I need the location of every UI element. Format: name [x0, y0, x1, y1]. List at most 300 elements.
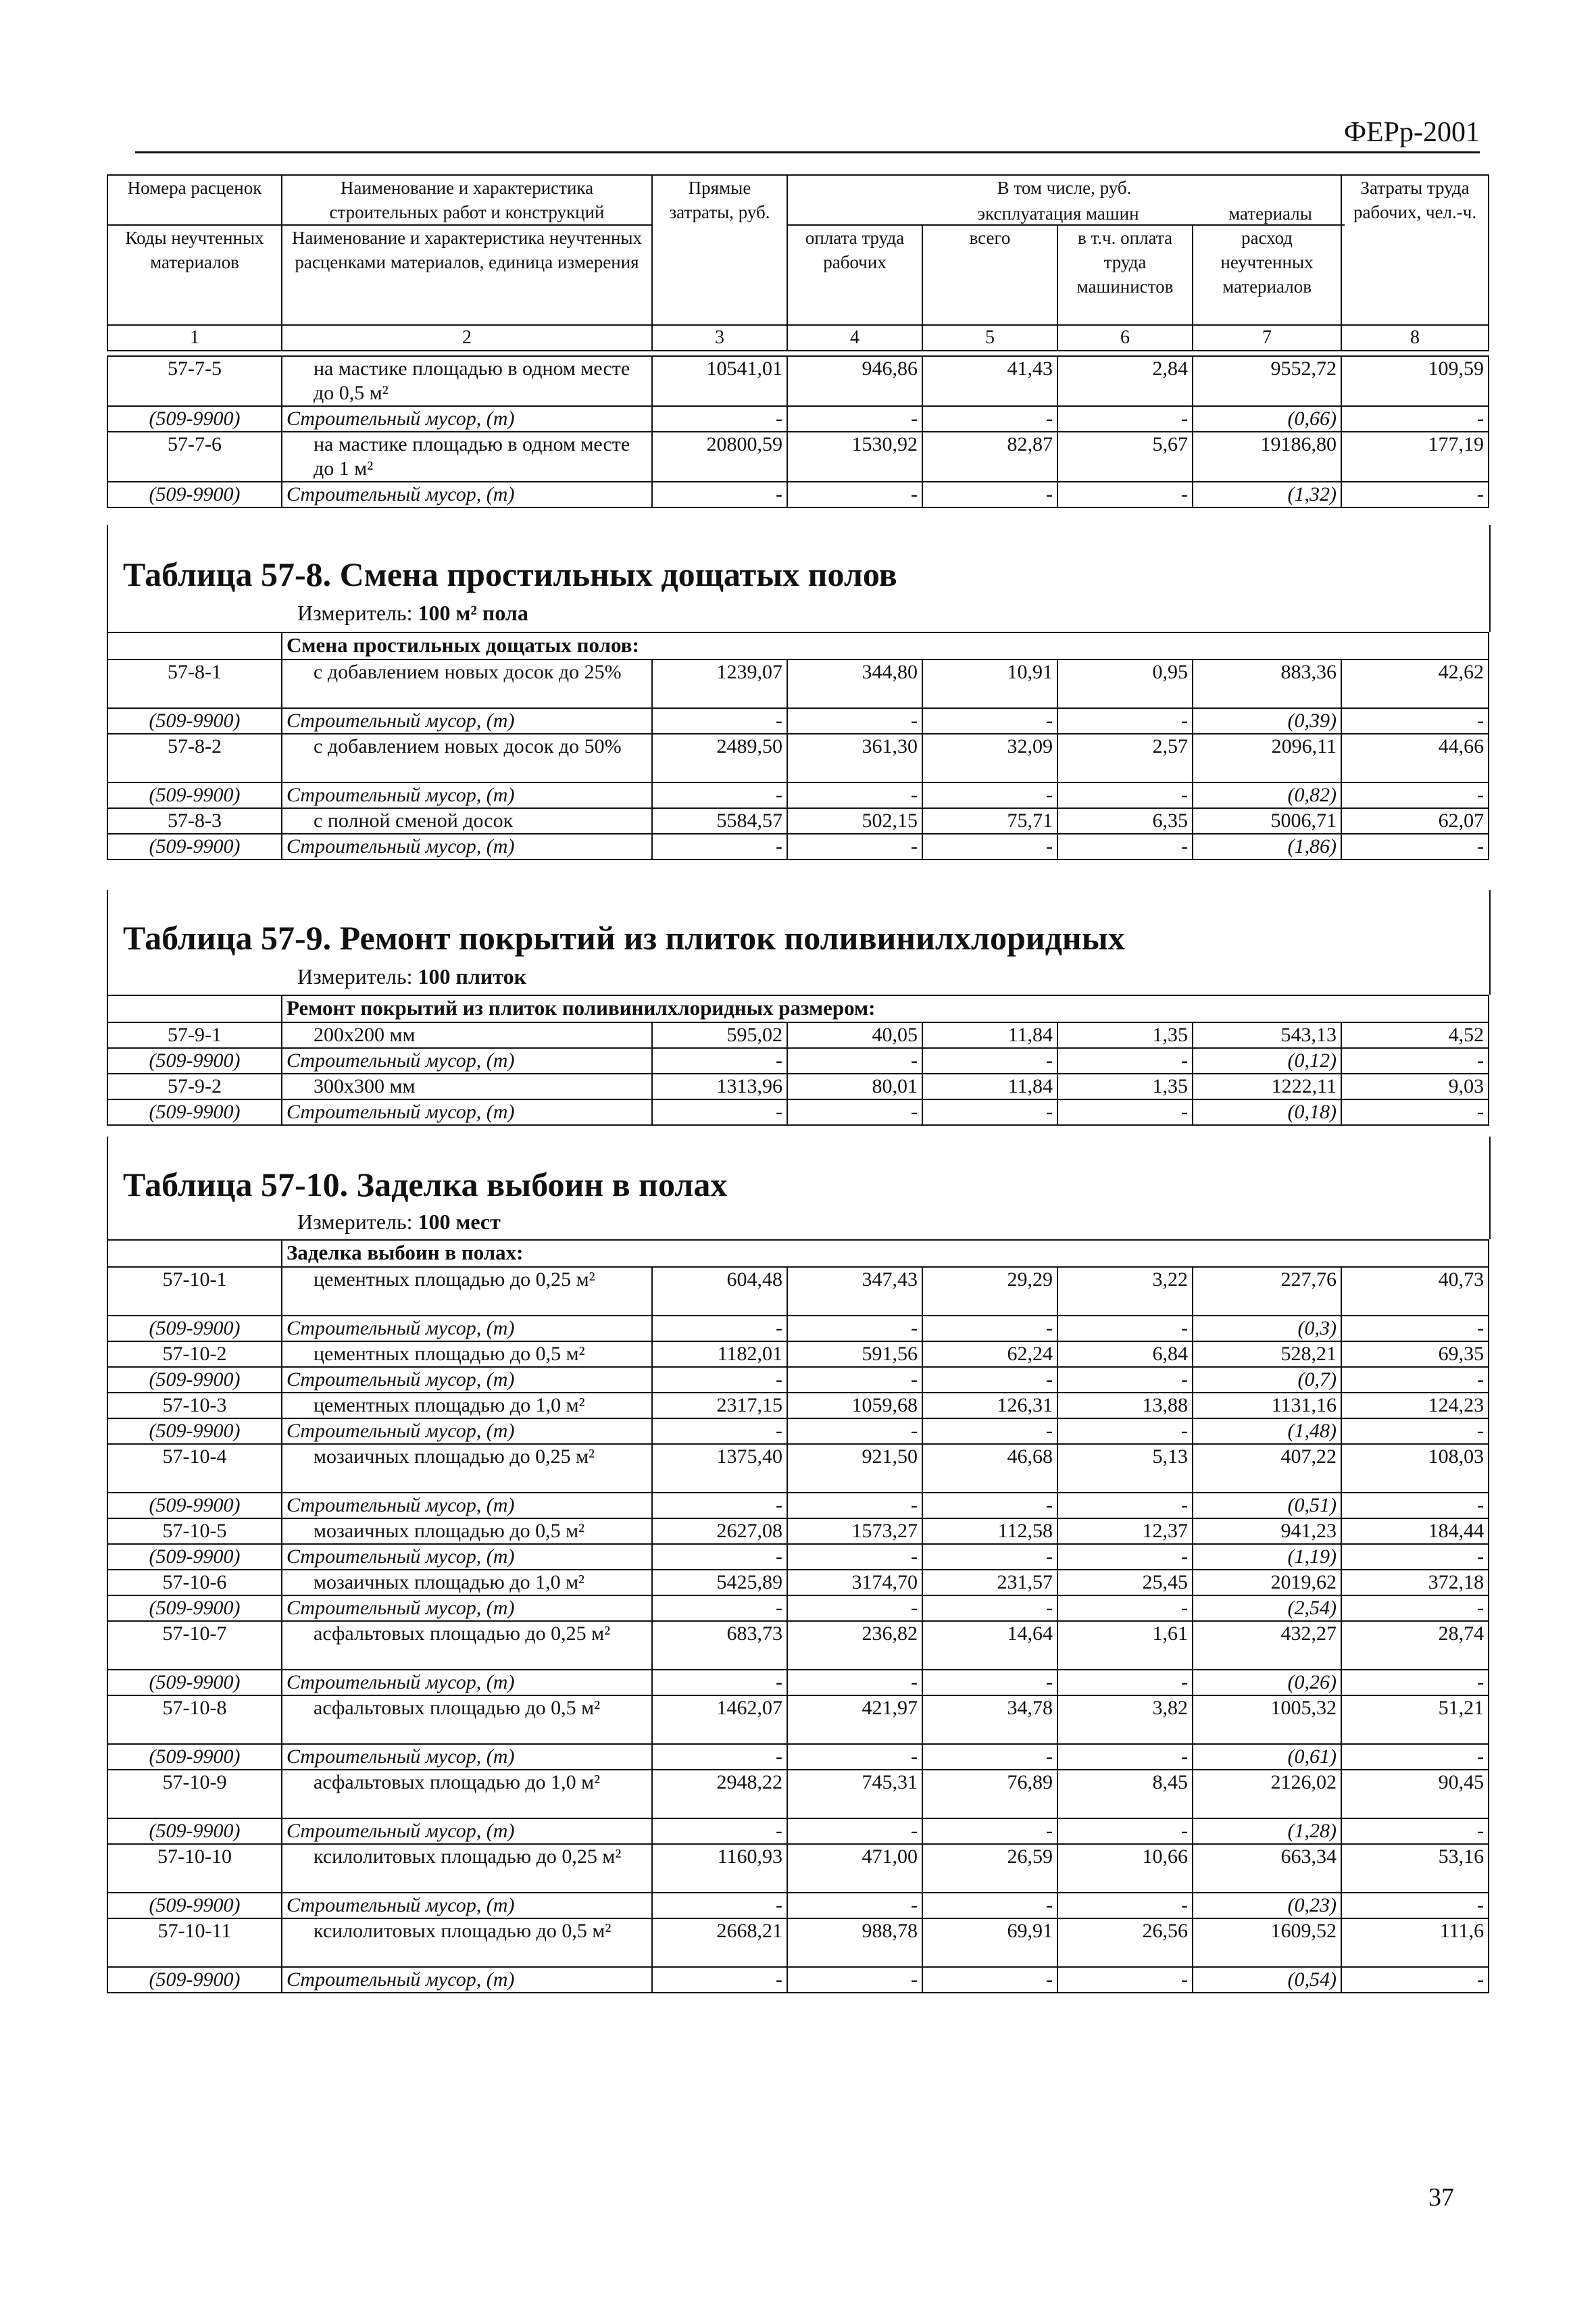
rate-name: асфальтовых площадью до 1,0 м²	[282, 1770, 652, 1818]
rate-value: 126,31	[922, 1393, 1057, 1418]
waste-code: (509-9900)	[107, 1418, 282, 1444]
rate-value: 69,91	[922, 1918, 1057, 1967]
table-57-9	[107, 995, 1489, 1126]
waste-amount: (0,18)	[1193, 1099, 1341, 1125]
waste-dash: -	[652, 1544, 787, 1570]
rate-value: 109,59	[1341, 356, 1489, 406]
waste-dash: -	[1057, 782, 1193, 808]
rate-value: 12,37	[1057, 1518, 1193, 1544]
rate-value: 111,6	[1341, 1918, 1489, 1967]
waste-dash: -	[1341, 1048, 1489, 1074]
rate-value: 5,13	[1057, 1444, 1193, 1493]
rate-value: 177,19	[1341, 432, 1489, 482]
rate-value: 5584,57	[652, 808, 787, 834]
rate-value: 20800,59	[652, 432, 787, 482]
section-code-cell	[107, 1240, 282, 1267]
waste-name: Строительный мусор, (т)	[282, 1967, 652, 1993]
rate-value: 361,30	[787, 734, 922, 782]
rate-value: 53,16	[1341, 1844, 1489, 1893]
rate-code: 57-10-2	[107, 1341, 282, 1367]
waste-dash: -	[652, 1493, 787, 1518]
waste-dash: -	[1341, 1544, 1489, 1570]
waste-dash: -	[922, 482, 1057, 507]
rate-value: 1375,40	[652, 1444, 787, 1493]
waste-dash: -	[922, 1744, 1057, 1770]
rate-value: 9,03	[1341, 1074, 1489, 1099]
waste-code: (509-9900)	[107, 1670, 282, 1695]
rate-name: асфальтовых площадью до 0,5 м²	[282, 1695, 652, 1744]
rate-value: 372,18	[1341, 1570, 1489, 1595]
rate-value: 62,24	[922, 1341, 1057, 1367]
rate-value: 1160,93	[652, 1844, 787, 1893]
rate-row	[107, 1022, 1489, 1048]
waste-code: (509-9900)	[107, 782, 282, 808]
waste-dash: -	[652, 1418, 787, 1444]
waste-dash: -	[1341, 406, 1489, 432]
rate-name: цементных площадью до 0,25 м²	[282, 1267, 652, 1316]
waste-dash: -	[922, 1367, 1057, 1393]
rate-value: 2096,11	[1193, 734, 1341, 782]
column-number: 5	[922, 325, 1057, 351]
waste-row	[107, 482, 1489, 507]
waste-name: Строительный мусор, (т)	[282, 1818, 652, 1844]
rate-value: 2019,62	[1193, 1570, 1341, 1595]
rate-value: 1573,27	[787, 1518, 922, 1544]
waste-row	[107, 1544, 1489, 1570]
waste-dash: -	[1341, 1893, 1489, 1918]
rate-row	[107, 1695, 1489, 1744]
rate-value: 124,23	[1341, 1393, 1489, 1418]
rate-value: 112,58	[922, 1518, 1057, 1544]
rate-code: 57-10-9	[107, 1770, 282, 1818]
waste-dash: -	[787, 1818, 922, 1844]
waste-dash: -	[652, 1367, 787, 1393]
waste-dash: -	[787, 1048, 922, 1074]
waste-amount: (0,61)	[1193, 1744, 1341, 1770]
rate-value: 13,88	[1057, 1393, 1193, 1418]
waste-amount: (0,66)	[1193, 406, 1341, 432]
rate-value: 11,84	[922, 1074, 1057, 1099]
rate-value: 108,03	[1341, 1444, 1489, 1493]
rate-value: 2,84	[1057, 356, 1193, 406]
waste-row	[107, 1367, 1489, 1393]
waste-dash: -	[922, 834, 1057, 860]
table-57-8-title: Таблица 57-8. Смена простильных дощатых полов	[123, 555, 897, 593]
rate-code: 57-10-7	[107, 1621, 282, 1670]
waste-dash: -	[652, 708, 787, 734]
waste-dash: -	[787, 1418, 922, 1444]
table-57-10-unit: Измеритель: 100 мест	[297, 1210, 501, 1234]
table-57-10-title: Таблица 57-10. Заделка выбоин в полах	[123, 1166, 728, 1203]
waste-dash: -	[1057, 482, 1193, 507]
rate-value: 14,64	[922, 1621, 1057, 1670]
rate-value: 184,44	[1341, 1518, 1489, 1544]
rate-value: 231,57	[922, 1570, 1057, 1595]
waste-name: Строительный мусор, (т)	[282, 1595, 652, 1621]
rate-value: 19186,80	[1193, 432, 1341, 482]
column-number: 2	[282, 325, 652, 351]
rate-code: 57-9-1	[107, 1022, 282, 1048]
rate-value: 2668,21	[652, 1918, 787, 1967]
rate-value: 595,02	[652, 1022, 787, 1048]
rate-value: 5006,71	[1193, 808, 1341, 834]
rate-row	[107, 1518, 1489, 1544]
section-title: Ремонт покрытий из плиток поливинилхлоридных размером:	[282, 995, 1489, 1022]
rate-value: 80,01	[787, 1074, 922, 1099]
rate-value: 591,56	[787, 1341, 922, 1367]
waste-row	[107, 1316, 1489, 1341]
rate-value: 2126,02	[1193, 1770, 1341, 1818]
waste-dash: -	[922, 1544, 1057, 1570]
waste-dash: -	[922, 1967, 1057, 1993]
waste-dash: -	[1341, 482, 1489, 507]
waste-dash: -	[787, 1493, 922, 1518]
column-number: 3	[652, 325, 787, 351]
rate-value: 32,09	[922, 734, 1057, 782]
waste-dash: -	[787, 1316, 922, 1341]
column-number: 4	[787, 325, 922, 351]
header-including: В том числе, руб.	[787, 175, 1341, 225]
rate-name: с полной сменой досок	[282, 808, 652, 834]
rate-name: ксилолитовых площадью до 0,5 м²	[282, 1918, 652, 1967]
rate-value: 51,21	[1341, 1695, 1489, 1744]
waste-dash: -	[787, 1893, 922, 1918]
rate-value: 921,50	[787, 1444, 922, 1493]
waste-amount: (2,54)	[1193, 1595, 1341, 1621]
header-labor-costs: Затраты труда рабочих, чел.-ч.	[1341, 175, 1489, 325]
waste-dash: -	[652, 1670, 787, 1695]
table-57-10	[107, 1239, 1489, 1993]
waste-dash: -	[922, 1893, 1057, 1918]
waste-row	[107, 782, 1489, 808]
waste-row	[107, 1099, 1489, 1125]
rate-code: 57-10-8	[107, 1695, 282, 1744]
rate-value: 6,35	[1057, 808, 1193, 834]
waste-dash: -	[1057, 406, 1193, 432]
waste-dash: -	[652, 1048, 787, 1074]
rate-row	[107, 734, 1489, 782]
rate-value: 227,76	[1193, 1267, 1341, 1316]
rate-value: 75,71	[922, 808, 1057, 834]
waste-dash: -	[922, 1670, 1057, 1695]
rate-value: 1131,16	[1193, 1393, 1341, 1418]
rate-value: 29,29	[922, 1267, 1057, 1316]
rate-value: 44,66	[1341, 734, 1489, 782]
waste-dash: -	[787, 1595, 922, 1621]
waste-row	[107, 834, 1489, 860]
header-wages: оплата труда рабочих	[787, 225, 922, 325]
waste-dash: -	[1057, 1493, 1193, 1518]
rate-value: 0,95	[1057, 659, 1193, 708]
waste-dash: -	[1341, 1367, 1489, 1393]
header-machinist-wages: в т.ч. оплата труда машинистов	[1057, 225, 1193, 325]
header-materials-use: расход неучтенных материалов	[1193, 225, 1341, 325]
column-numbers-row	[107, 325, 1489, 351]
waste-code: (509-9900)	[107, 1316, 282, 1341]
waste-dash: -	[1341, 1316, 1489, 1341]
waste-dash: -	[652, 406, 787, 432]
rate-name: цементных площадью до 0,5 м²	[282, 1341, 652, 1367]
rate-value: 9552,72	[1193, 356, 1341, 406]
waste-dash: -	[652, 1893, 787, 1918]
waste-amount: (0,12)	[1193, 1048, 1341, 1074]
rate-name: мозаичных площадью до 0,25 м²	[282, 1444, 652, 1493]
rate-row	[107, 1444, 1489, 1493]
rate-row	[107, 1570, 1489, 1595]
header-material-codes: Коды неучтенных материалов	[107, 225, 282, 325]
rate-value: 941,23	[1193, 1518, 1341, 1544]
waste-amount: (1,48)	[1193, 1418, 1341, 1444]
waste-code: (509-9900)	[107, 708, 282, 734]
waste-dash: -	[922, 1048, 1057, 1074]
rate-value: 604,48	[652, 1267, 787, 1316]
rate-row	[107, 1844, 1489, 1893]
rate-value: 344,80	[787, 659, 922, 708]
rate-value: 946,86	[787, 356, 922, 406]
rate-value: 502,15	[787, 808, 922, 834]
waste-dash: -	[1057, 1818, 1193, 1844]
waste-dash: -	[1057, 1418, 1193, 1444]
waste-code: (509-9900)	[107, 406, 282, 432]
waste-dash: -	[922, 1316, 1057, 1341]
rate-row	[107, 1267, 1489, 1316]
waste-dash: -	[1057, 1595, 1193, 1621]
rate-value: 1222,11	[1193, 1074, 1341, 1099]
rate-value: 25,45	[1057, 1570, 1193, 1595]
waste-row	[107, 406, 1489, 432]
column-number: 8	[1341, 325, 1489, 351]
waste-dash: -	[922, 782, 1057, 808]
rate-code: 57-10-1	[107, 1267, 282, 1316]
waste-dash: -	[1341, 1595, 1489, 1621]
rate-value: 2627,08	[652, 1518, 787, 1544]
waste-name: Строительный мусор, (т)	[282, 708, 652, 734]
waste-dash: -	[1057, 1744, 1193, 1770]
waste-amount: (1,19)	[1193, 1544, 1341, 1570]
waste-amount: (0,39)	[1193, 708, 1341, 734]
rate-value: 46,68	[922, 1444, 1057, 1493]
rate-value: 5,67	[1057, 432, 1193, 482]
rate-value: 4,52	[1341, 1022, 1489, 1048]
header-materials-group	[1196, 203, 1345, 226]
rate-value: 1609,52	[1193, 1918, 1341, 1967]
waste-dash: -	[787, 1670, 922, 1695]
waste-dash: -	[1341, 1818, 1489, 1844]
waste-row	[107, 1595, 1489, 1621]
waste-dash: -	[652, 1818, 787, 1844]
rate-value: 10541,01	[652, 356, 787, 406]
waste-amount: (1,32)	[1193, 482, 1341, 507]
section-title: Смена простильных дощатых полов:	[282, 632, 1489, 659]
rates-table-header	[107, 174, 1489, 351]
rate-value: 471,00	[787, 1844, 922, 1893]
waste-name: Строительный мусор, (т)	[282, 1893, 652, 1918]
waste-dash: -	[1341, 1670, 1489, 1695]
waste-amount: (0,7)	[1193, 1367, 1341, 1393]
waste-amount: (0,51)	[1193, 1493, 1341, 1518]
waste-dash: -	[652, 834, 787, 860]
rate-value: 528,21	[1193, 1341, 1341, 1367]
rate-name: 200x200 мм	[282, 1022, 652, 1048]
rate-value: 2317,15	[652, 1393, 787, 1418]
header-machines-total: всего	[922, 225, 1057, 325]
waste-dash: -	[652, 1744, 787, 1770]
document-code: ФЕРр-2001	[1343, 117, 1480, 148]
rate-row	[107, 1621, 1489, 1670]
rate-value: 2489,50	[652, 734, 787, 782]
rate-value: 2948,22	[652, 1770, 787, 1818]
waste-dash: -	[787, 834, 922, 860]
waste-dash: -	[922, 406, 1057, 432]
waste-dash: -	[787, 1367, 922, 1393]
waste-dash: -	[652, 782, 787, 808]
rate-name: с добавлением новых досок до 50%	[282, 734, 652, 782]
waste-row	[107, 1818, 1489, 1844]
rate-value: 40,05	[787, 1022, 922, 1048]
waste-code: (509-9900)	[107, 482, 282, 507]
waste-amount: (0,26)	[1193, 1670, 1341, 1695]
rate-value: 10,91	[922, 659, 1057, 708]
rate-value: 26,56	[1057, 1918, 1193, 1967]
waste-dash: -	[1341, 1099, 1489, 1125]
waste-amount: (0,54)	[1193, 1967, 1341, 1993]
waste-dash: -	[922, 1818, 1057, 1844]
section-code-cell	[107, 632, 282, 659]
rate-value: 432,27	[1193, 1621, 1341, 1670]
waste-dash: -	[1057, 1048, 1193, 1074]
waste-name: Строительный мусор, (т)	[282, 1544, 652, 1570]
rate-value: 347,43	[787, 1267, 922, 1316]
waste-amount: (1,28)	[1193, 1818, 1341, 1844]
rate-code: 57-10-4	[107, 1444, 282, 1493]
waste-code: (509-9900)	[107, 1967, 282, 1993]
waste-dash: -	[787, 406, 922, 432]
waste-dash: -	[1057, 1367, 1193, 1393]
waste-code: (509-9900)	[107, 1818, 282, 1844]
rate-row	[107, 808, 1489, 834]
table-57-10-heading-block	[107, 1137, 1491, 1239]
rate-row	[107, 1918, 1489, 1967]
rate-value: 69,35	[1341, 1341, 1489, 1367]
waste-dash: -	[787, 782, 922, 808]
waste-dash: -	[652, 1967, 787, 1993]
rate-value: 40,73	[1341, 1267, 1489, 1316]
rate-code: 57-8-1	[107, 659, 282, 708]
waste-code: (509-9900)	[107, 1099, 282, 1125]
waste-dash: -	[787, 1967, 922, 1993]
rate-value: 26,59	[922, 1844, 1057, 1893]
rate-value: 1,35	[1057, 1022, 1193, 1048]
section-code-cell	[107, 995, 282, 1022]
waste-name: Строительный мусор, (т)	[282, 1099, 652, 1125]
rate-value: 90,45	[1341, 1770, 1489, 1818]
rate-value: 1005,32	[1193, 1695, 1341, 1744]
waste-code: (509-9900)	[107, 1367, 282, 1393]
waste-amount: (1,86)	[1193, 834, 1341, 860]
rate-name: на мастике площадью в одном месте до 1 м²	[282, 432, 652, 482]
rate-row	[107, 1770, 1489, 1818]
rate-value: 1462,07	[652, 1695, 787, 1744]
rate-row	[107, 356, 1489, 406]
header-material-name: Наименование и характеристика неучтенных расценками материалов, единица измерения	[282, 225, 652, 325]
page-header	[135, 114, 1480, 153]
waste-dash: -	[1057, 708, 1193, 734]
waste-dash: -	[1341, 1744, 1489, 1770]
rate-name: на мастике площадью в одном месте до 0,5 м²	[282, 356, 652, 406]
waste-dash: -	[922, 1099, 1057, 1125]
header-machines-label: эксплуатация машин	[977, 203, 1139, 224]
table-57-7	[107, 355, 1489, 508]
waste-amount: (0,3)	[1193, 1316, 1341, 1341]
rate-code: 57-8-3	[107, 808, 282, 834]
waste-code: (509-9900)	[107, 1493, 282, 1518]
rate-value: 663,34	[1193, 1844, 1341, 1893]
table-57-9-unit: Измеритель: 100 плиток	[297, 964, 527, 989]
rate-value: 28,74	[1341, 1621, 1489, 1670]
waste-dash: -	[1341, 1418, 1489, 1444]
rate-name: асфальтовых площадью до 0,25 м²	[282, 1621, 652, 1670]
waste-dash: -	[1341, 1493, 1489, 1518]
waste-dash: -	[1057, 1316, 1193, 1341]
rate-value: 883,36	[1193, 659, 1341, 708]
waste-dash: -	[787, 482, 922, 507]
rate-value: 683,73	[652, 1621, 787, 1670]
waste-dash: -	[1341, 782, 1489, 808]
rate-row	[107, 1341, 1489, 1367]
waste-row	[107, 1493, 1489, 1518]
rate-code: 57-7-6	[107, 432, 282, 482]
table-57-8-heading-block	[107, 525, 1491, 632]
rate-value: 1,35	[1057, 1074, 1193, 1099]
waste-dash: -	[1057, 1967, 1193, 1993]
header-rate-numbers: Номера расценок	[107, 175, 282, 225]
rate-value: 5425,89	[652, 1570, 787, 1595]
header-machines-group	[923, 203, 1193, 226]
table-57-8	[107, 632, 1489, 860]
column-number: 1	[107, 325, 282, 351]
rate-value: 11,84	[922, 1022, 1057, 1048]
waste-name: Строительный мусор, (т)	[282, 406, 652, 432]
waste-row	[107, 708, 1489, 734]
waste-dash: -	[652, 1099, 787, 1125]
rate-name: мозаичных площадью до 0,5 м²	[282, 1518, 652, 1544]
rate-value: 1,61	[1057, 1621, 1193, 1670]
waste-name: Строительный мусор, (т)	[282, 782, 652, 808]
rate-name: 300x300 мм	[282, 1074, 652, 1099]
rate-code: 57-10-5	[107, 1518, 282, 1544]
waste-name: Строительный мусор, (т)	[282, 1367, 652, 1393]
rate-code: 57-10-6	[107, 1570, 282, 1595]
rate-value: 34,78	[922, 1695, 1057, 1744]
waste-dash: -	[922, 1418, 1057, 1444]
rate-value: 988,78	[787, 1918, 922, 1967]
rate-value: 3174,70	[787, 1570, 922, 1595]
rate-value: 3,22	[1057, 1267, 1193, 1316]
waste-dash: -	[1341, 1967, 1489, 1993]
rate-row	[107, 1393, 1489, 1418]
waste-dash: -	[1341, 834, 1489, 860]
rate-name: мозаичных площадью до 1,0 м²	[282, 1570, 652, 1595]
header-materials-label: материалы	[1228, 203, 1312, 224]
section-title: Заделка выбоин в полах:	[282, 1240, 1489, 1267]
page-number: 37	[1428, 2183, 1454, 2212]
rate-code: 57-7-5	[107, 356, 282, 406]
rate-value: 543,13	[1193, 1022, 1341, 1048]
waste-code: (509-9900)	[107, 1595, 282, 1621]
column-number: 6	[1057, 325, 1193, 351]
rate-row	[107, 432, 1489, 482]
rate-value: 421,97	[787, 1695, 922, 1744]
